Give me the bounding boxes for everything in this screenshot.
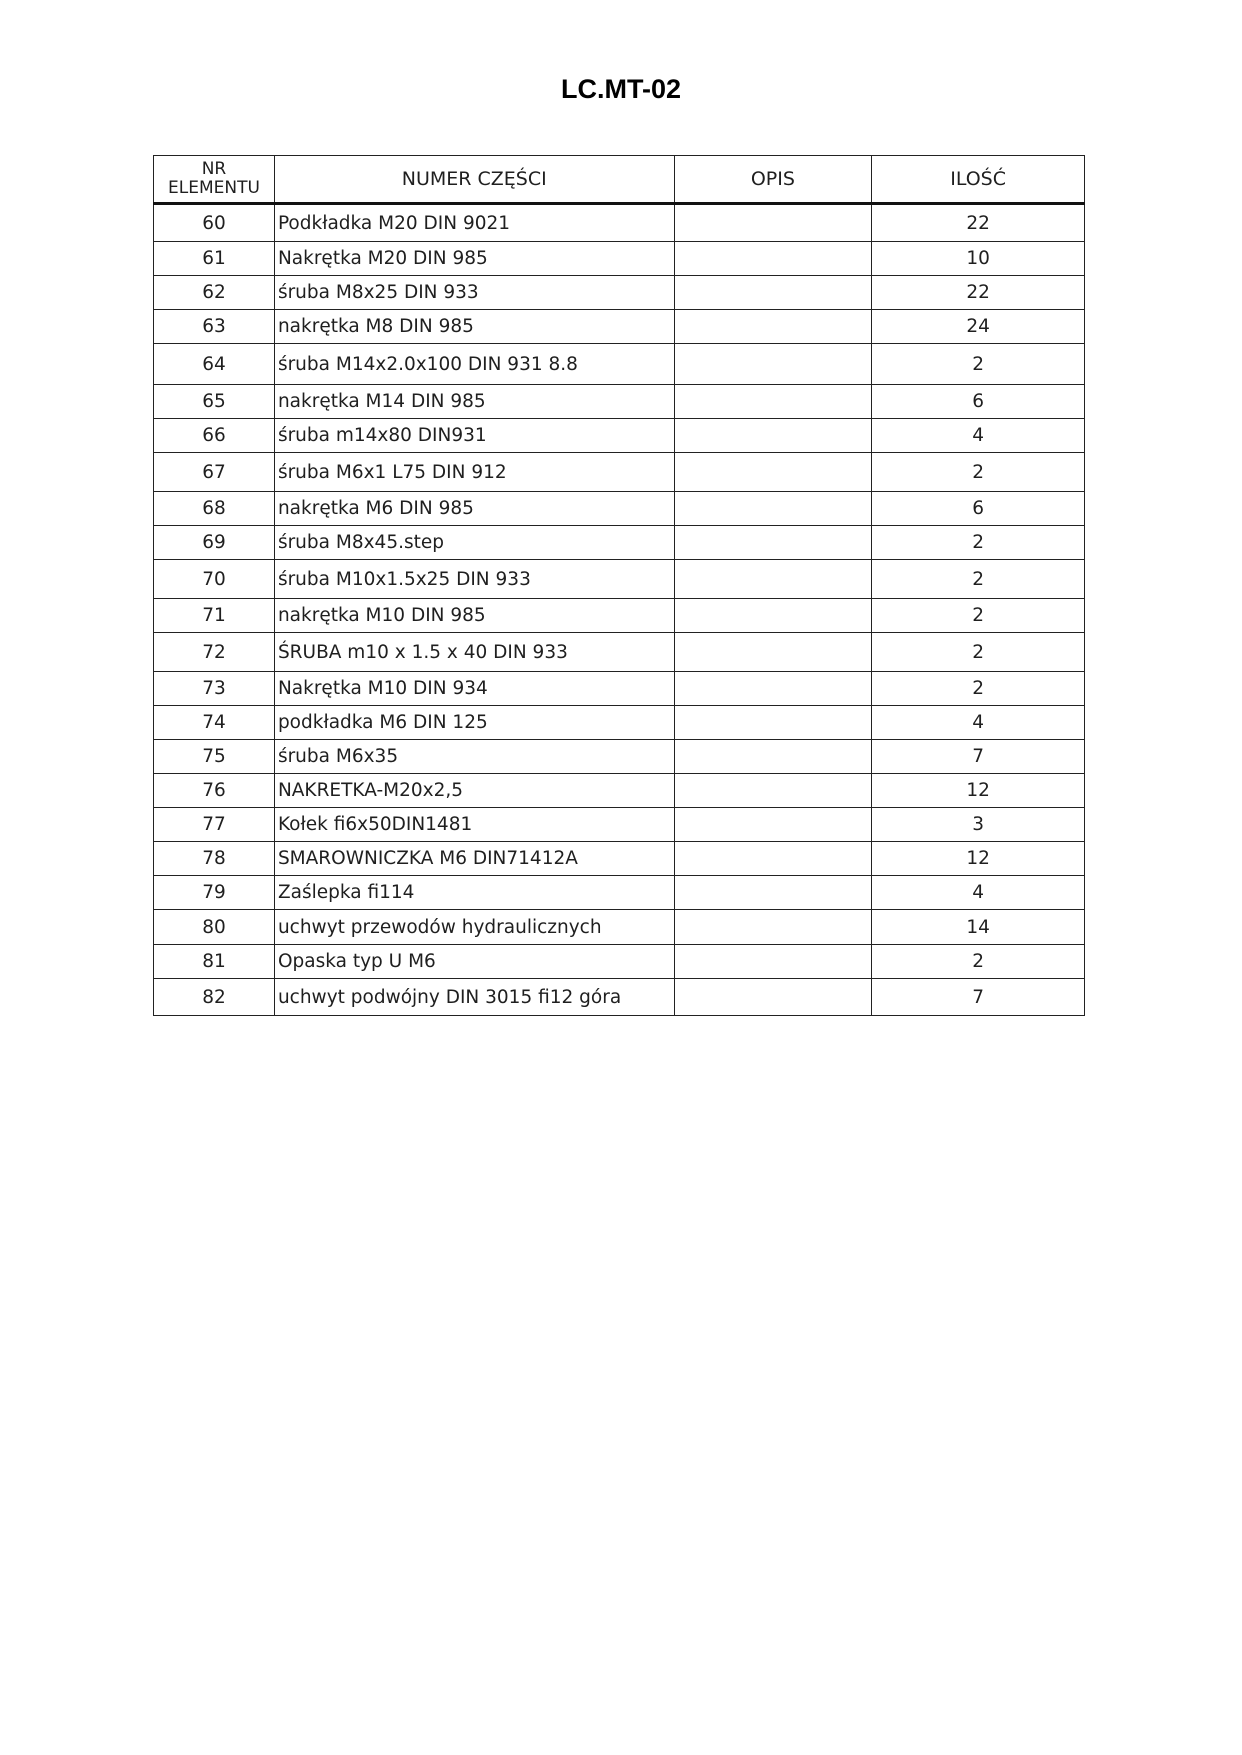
table-row: [154, 842, 1085, 876]
element-number-cell: 65: [154, 385, 275, 419]
description-cell: [674, 310, 872, 344]
header-element-number-line1: NR: [201, 159, 227, 179]
description-cell: [674, 774, 872, 808]
quantity-cell: 12: [872, 774, 1085, 808]
description-cell: [674, 242, 872, 276]
part-number-cell: Zaślepka fi114: [274, 876, 674, 910]
description-cell: [674, 204, 872, 242]
quantity-cell: 3: [872, 808, 1085, 842]
table-row: [154, 276, 1085, 310]
description-cell: [674, 492, 872, 526]
part-number-cell: NAKRETKA-M20x2,5: [274, 774, 674, 808]
quantity-cell: 2: [872, 453, 1085, 492]
quantity-cell: 24: [872, 310, 1085, 344]
table-row: [154, 672, 1085, 706]
description-cell: [674, 842, 872, 876]
quantity-cell: 4: [872, 419, 1085, 453]
quantity-cell: 4: [872, 876, 1085, 910]
quantity-cell: 2: [872, 560, 1085, 599]
element-number-cell: 82: [154, 979, 275, 1016]
part-number-cell: śruba M14x2.0x100 DIN 931 8.8: [274, 344, 674, 385]
table-row: [154, 808, 1085, 842]
quantity-cell: 12: [872, 842, 1085, 876]
description-cell: [674, 706, 872, 740]
element-number-cell: 70: [154, 560, 275, 599]
description-cell: [674, 740, 872, 774]
description-cell: [674, 419, 872, 453]
part-number-cell: śruba M8x25 DIN 933: [274, 276, 674, 310]
table-row: [154, 385, 1085, 419]
quantity-cell: 2: [872, 633, 1085, 672]
description-cell: [674, 385, 872, 419]
table-row: [154, 560, 1085, 599]
quantity-cell: 2: [872, 344, 1085, 385]
description-cell: [674, 910, 872, 945]
element-number-cell: 78: [154, 842, 275, 876]
part-number-cell: nakrętka M6 DIN 985: [274, 492, 674, 526]
description-cell: [674, 526, 872, 560]
element-number-cell: 73: [154, 672, 275, 706]
table-row: [154, 526, 1085, 560]
parts-table: [153, 155, 1085, 1016]
part-number-cell: Nakrętka M20 DIN 985: [274, 242, 674, 276]
table-row: [154, 310, 1085, 344]
quantity-cell: 7: [872, 740, 1085, 774]
part-number-cell: nakrętka M14 DIN 985: [274, 385, 674, 419]
table-row: [154, 740, 1085, 774]
table-row: [154, 453, 1085, 492]
element-number-cell: 62: [154, 276, 275, 310]
quantity-cell: 2: [872, 945, 1085, 979]
part-number-cell: śruba M10x1.5x25 DIN 933: [274, 560, 674, 599]
element-number-cell: 64: [154, 344, 275, 385]
element-number-cell: 68: [154, 492, 275, 526]
part-number-cell: Opaska typ U M6: [274, 945, 674, 979]
part-number-cell: nakrętka M8 DIN 985: [274, 310, 674, 344]
element-number-cell: 79: [154, 876, 275, 910]
element-number-cell: 67: [154, 453, 275, 492]
description-cell: [674, 876, 872, 910]
quantity-cell: 10: [872, 242, 1085, 276]
element-number-cell: 61: [154, 242, 275, 276]
description-cell: [674, 945, 872, 979]
part-number-cell: śruba M8x45.step: [274, 526, 674, 560]
part-number-cell: uchwyt podwójny DIN 3015 fi12 góra: [274, 979, 674, 1016]
element-number-cell: 80: [154, 910, 275, 945]
quantity-cell: 2: [872, 599, 1085, 633]
element-number-cell: 69: [154, 526, 275, 560]
description-cell: [674, 453, 872, 492]
part-number-cell: podkładka M6 DIN 125: [274, 706, 674, 740]
part-number-cell: Podkładka M20 DIN 9021: [274, 204, 674, 242]
element-number-cell: 66: [154, 419, 275, 453]
part-number-cell: ŚRUBA m10 x 1.5 x 40 DIN 933: [274, 633, 674, 672]
part-number-cell: śruba m14x80 DIN931: [274, 419, 674, 453]
header-quantity: ILOŚĆ: [872, 156, 1085, 204]
table-row: [154, 910, 1085, 945]
part-number-cell: śruba M6x35: [274, 740, 674, 774]
table-row: [154, 242, 1085, 276]
element-number-cell: 75: [154, 740, 275, 774]
quantity-cell: 6: [872, 492, 1085, 526]
description-cell: [674, 979, 872, 1016]
quantity-cell: 22: [872, 276, 1085, 310]
quantity-cell: 22: [872, 204, 1085, 242]
table-body: [154, 204, 1085, 1016]
quantity-cell: 14: [872, 910, 1085, 945]
quantity-cell: 2: [872, 672, 1085, 706]
table-row: [154, 774, 1085, 808]
part-number-cell: SMAROWNICZKA M6 DIN71412A: [274, 842, 674, 876]
table-row: [154, 204, 1085, 242]
header-row: [154, 156, 1085, 204]
part-number-cell: nakrętka M10 DIN 985: [274, 599, 674, 633]
quantity-cell: 7: [872, 979, 1085, 1016]
description-cell: [674, 808, 872, 842]
part-number-cell: Kołek fi6x50DIN1481: [274, 808, 674, 842]
quantity-cell: 6: [872, 385, 1085, 419]
table-row: [154, 633, 1085, 672]
element-number-cell: 76: [154, 774, 275, 808]
part-number-cell: śruba M6x1 L75 DIN 912: [274, 453, 674, 492]
element-number-cell: 72: [154, 633, 275, 672]
element-number-cell: 63: [154, 310, 275, 344]
table-row: [154, 706, 1085, 740]
table-header: [154, 156, 1085, 204]
header-description: OPIS: [674, 156, 872, 204]
element-number-cell: 74: [154, 706, 275, 740]
table-row: [154, 344, 1085, 385]
description-cell: [674, 599, 872, 633]
element-number-cell: 81: [154, 945, 275, 979]
table-row: [154, 599, 1085, 633]
description-cell: [674, 276, 872, 310]
description-cell: [674, 344, 872, 385]
table-row: [154, 492, 1085, 526]
element-number-cell: 60: [154, 204, 275, 242]
header-part-number: NUMER CZĘŚCI: [274, 156, 674, 204]
part-number-cell: Nakrętka M10 DIN 934: [274, 672, 674, 706]
quantity-cell: 2: [872, 526, 1085, 560]
part-number-cell: uchwyt przewodów hydraulicznych: [274, 910, 674, 945]
header-element-number: [154, 156, 275, 204]
element-number-cell: 77: [154, 808, 275, 842]
document-title: LC.MT-02: [560, 74, 681, 104]
element-number-cell: 71: [154, 599, 275, 633]
description-cell: [674, 560, 872, 599]
table-row: [154, 979, 1085, 1016]
table-row: [154, 876, 1085, 910]
table-row: [154, 419, 1085, 453]
header-element-number-line2: ELEMENTU: [168, 178, 260, 198]
quantity-cell: 4: [872, 706, 1085, 740]
table-row: [154, 945, 1085, 979]
description-cell: [674, 672, 872, 706]
description-cell: [674, 633, 872, 672]
